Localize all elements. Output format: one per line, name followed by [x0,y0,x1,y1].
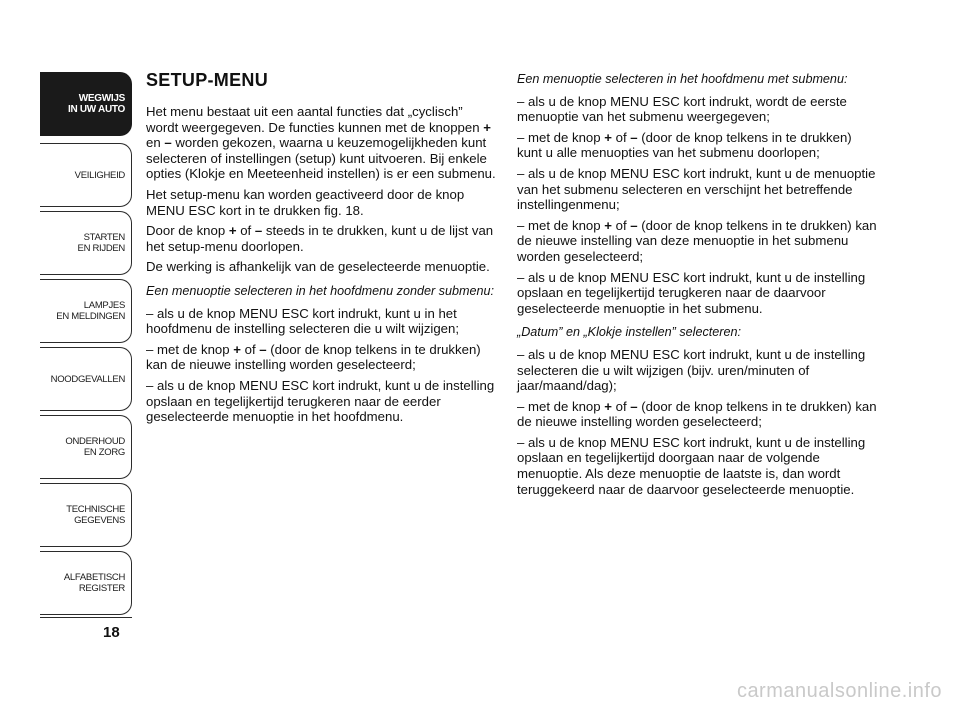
list-item: – als u de knop MENU ESC kort indrukt, kunt u de instelling selecteren die u wilt wijzigen (bijv. uren/minuten of jaar/maand/dag); [517,346,866,394]
page-number: 18 [103,624,120,641]
list-item: – als u de knop MENU ESC kort indrukt, kunt u de instelling opslaan en tegelijkertijd doorgaan naar de volgende menuoptie. Als deze menuoptie de laatste is, dan wordt teruggekeerd naar de daarvoor geselecteerde menuoptie. [517,434,866,497]
subheading-date-clock: „Datum” en „Klokje instellen” selecteren: [517,325,741,340]
tab-starten-en-rijden[interactable]: STARTEN EN RIJDEN [40,211,132,275]
right-column [517,72,877,502]
tab-veiligheid[interactable]: VEILIGHEID [40,143,132,207]
tab-alfabetisch-register[interactable]: ALFABETISCH REGISTER [40,551,132,615]
subheading-with-submenu: Een menuoptie selecteren in het hoofdmenu met submenu: [517,72,848,86]
watermark: carmanualsonline.info [736,680,942,702]
tab-onderhoud-en-zorg[interactable]: ONDERHOUD EN ZORG [40,415,132,479]
list-item: – als u de knop MENU ESC kort indrukt, kunt u de instelling opslaan en tegelijkertijd terugkeren naar de eerder geselecteerde menuoptie in het hoofdmenu. [146,377,495,425]
tab-lampjes-en-meldingen[interactable]: LAMPJES EN MELDINGEN [40,279,132,343]
list-item: – met de knop + of – (door de knop telkens in te drukken) kan de nieuwe instelling van deze menuoptie in het submenu worden geselecteerd; [517,217,877,264]
tab-wegwijs[interactable]: WEGWIJS IN UW AUTO [40,72,132,136]
subheading-no-submenu: Een menuoptie selecteren in het hoofdmenu zonder submenu: [146,283,494,298]
minus-symbol: – [164,135,172,151]
minus-symbol: – [630,398,638,414]
list-item: – met de knop + of – (door de knop telkens in te drukken) kan de nieuwe instelling worden geselecteerd; [517,398,877,430]
list-item: – met de knop + of – (door de knop telkens in te drukken) kan de nieuwe instelling worden geselecteerd; [146,341,481,373]
plus-symbol: + [233,341,241,357]
plus-symbol: + [228,223,237,239]
activation-paragraph: Het setup-menu kan worden geactiveerd door de knop MENU ESC kort in te drukken fig. 18. [146,186,465,218]
list-item: – als u de knop MENU ESC kort indrukt, kunt u de instelling opslaan en tegelijkertijd terugkeren naar de daarvoor geselecteerde menuoptie in het submenu. [517,269,866,316]
left-column [146,70,496,430]
list-item: – als u de knop MENU ESC kort indrukt, kunt u in het hoofdmenu de instelling selecteren die u wilt wijzigen; [146,305,460,337]
list-item: – met de knop + of – (door de knop telkens in te drukken) kunt u alle menuopties van het submenu doorlopen; [517,129,852,161]
tabs-bottom-rule [40,617,132,618]
operation-paragraph: De werking is afhankelijk van de geselecteerde menuoptie. [146,259,490,275]
minus-symbol: – [254,223,263,239]
browse-paragraph: Door de knop + of – steeds in te drukken, kunt u de lijst van het setup-menu doorlopen. [146,223,494,254]
tab-technische-gegevens[interactable]: TECHNISCHE GEGEVENS [40,483,132,547]
plus-symbol: + [604,129,612,145]
intro-paragraph: Het menu bestaat uit een aantal functies dat „cyclisch” wordt weergegeven. De functies kunnen met de knoppen + en – worden gekozen, waarna u keuzemogelijkheden kunt selecteren of instellingen (setup) kunt uitvoeren. Bij enkele opties (Klokje en Meeteenheid instellen) is er een submenu. [146,104,496,182]
minus-symbol: – [630,129,638,145]
minus-symbol: – [630,217,638,233]
page-title: SETUP-MENU [146,70,269,90]
list-item: – als u de knop MENU ESC kort indrukt, kunt u de menuoptie van het submenu selecteren en verschijnt het betreffende instellingenmenu; [517,165,876,213]
plus-symbol: + [604,398,612,414]
list-item: – als u de knop MENU ESC kort indrukt, wordt de eerste menuoptie van het submenu weergegeven; [517,93,847,125]
plus-symbol: + [483,119,491,135]
tab-noodgevallen[interactable]: NOODGEVALLEN [40,347,132,411]
minus-symbol: – [259,341,267,357]
plus-symbol: + [604,217,612,233]
